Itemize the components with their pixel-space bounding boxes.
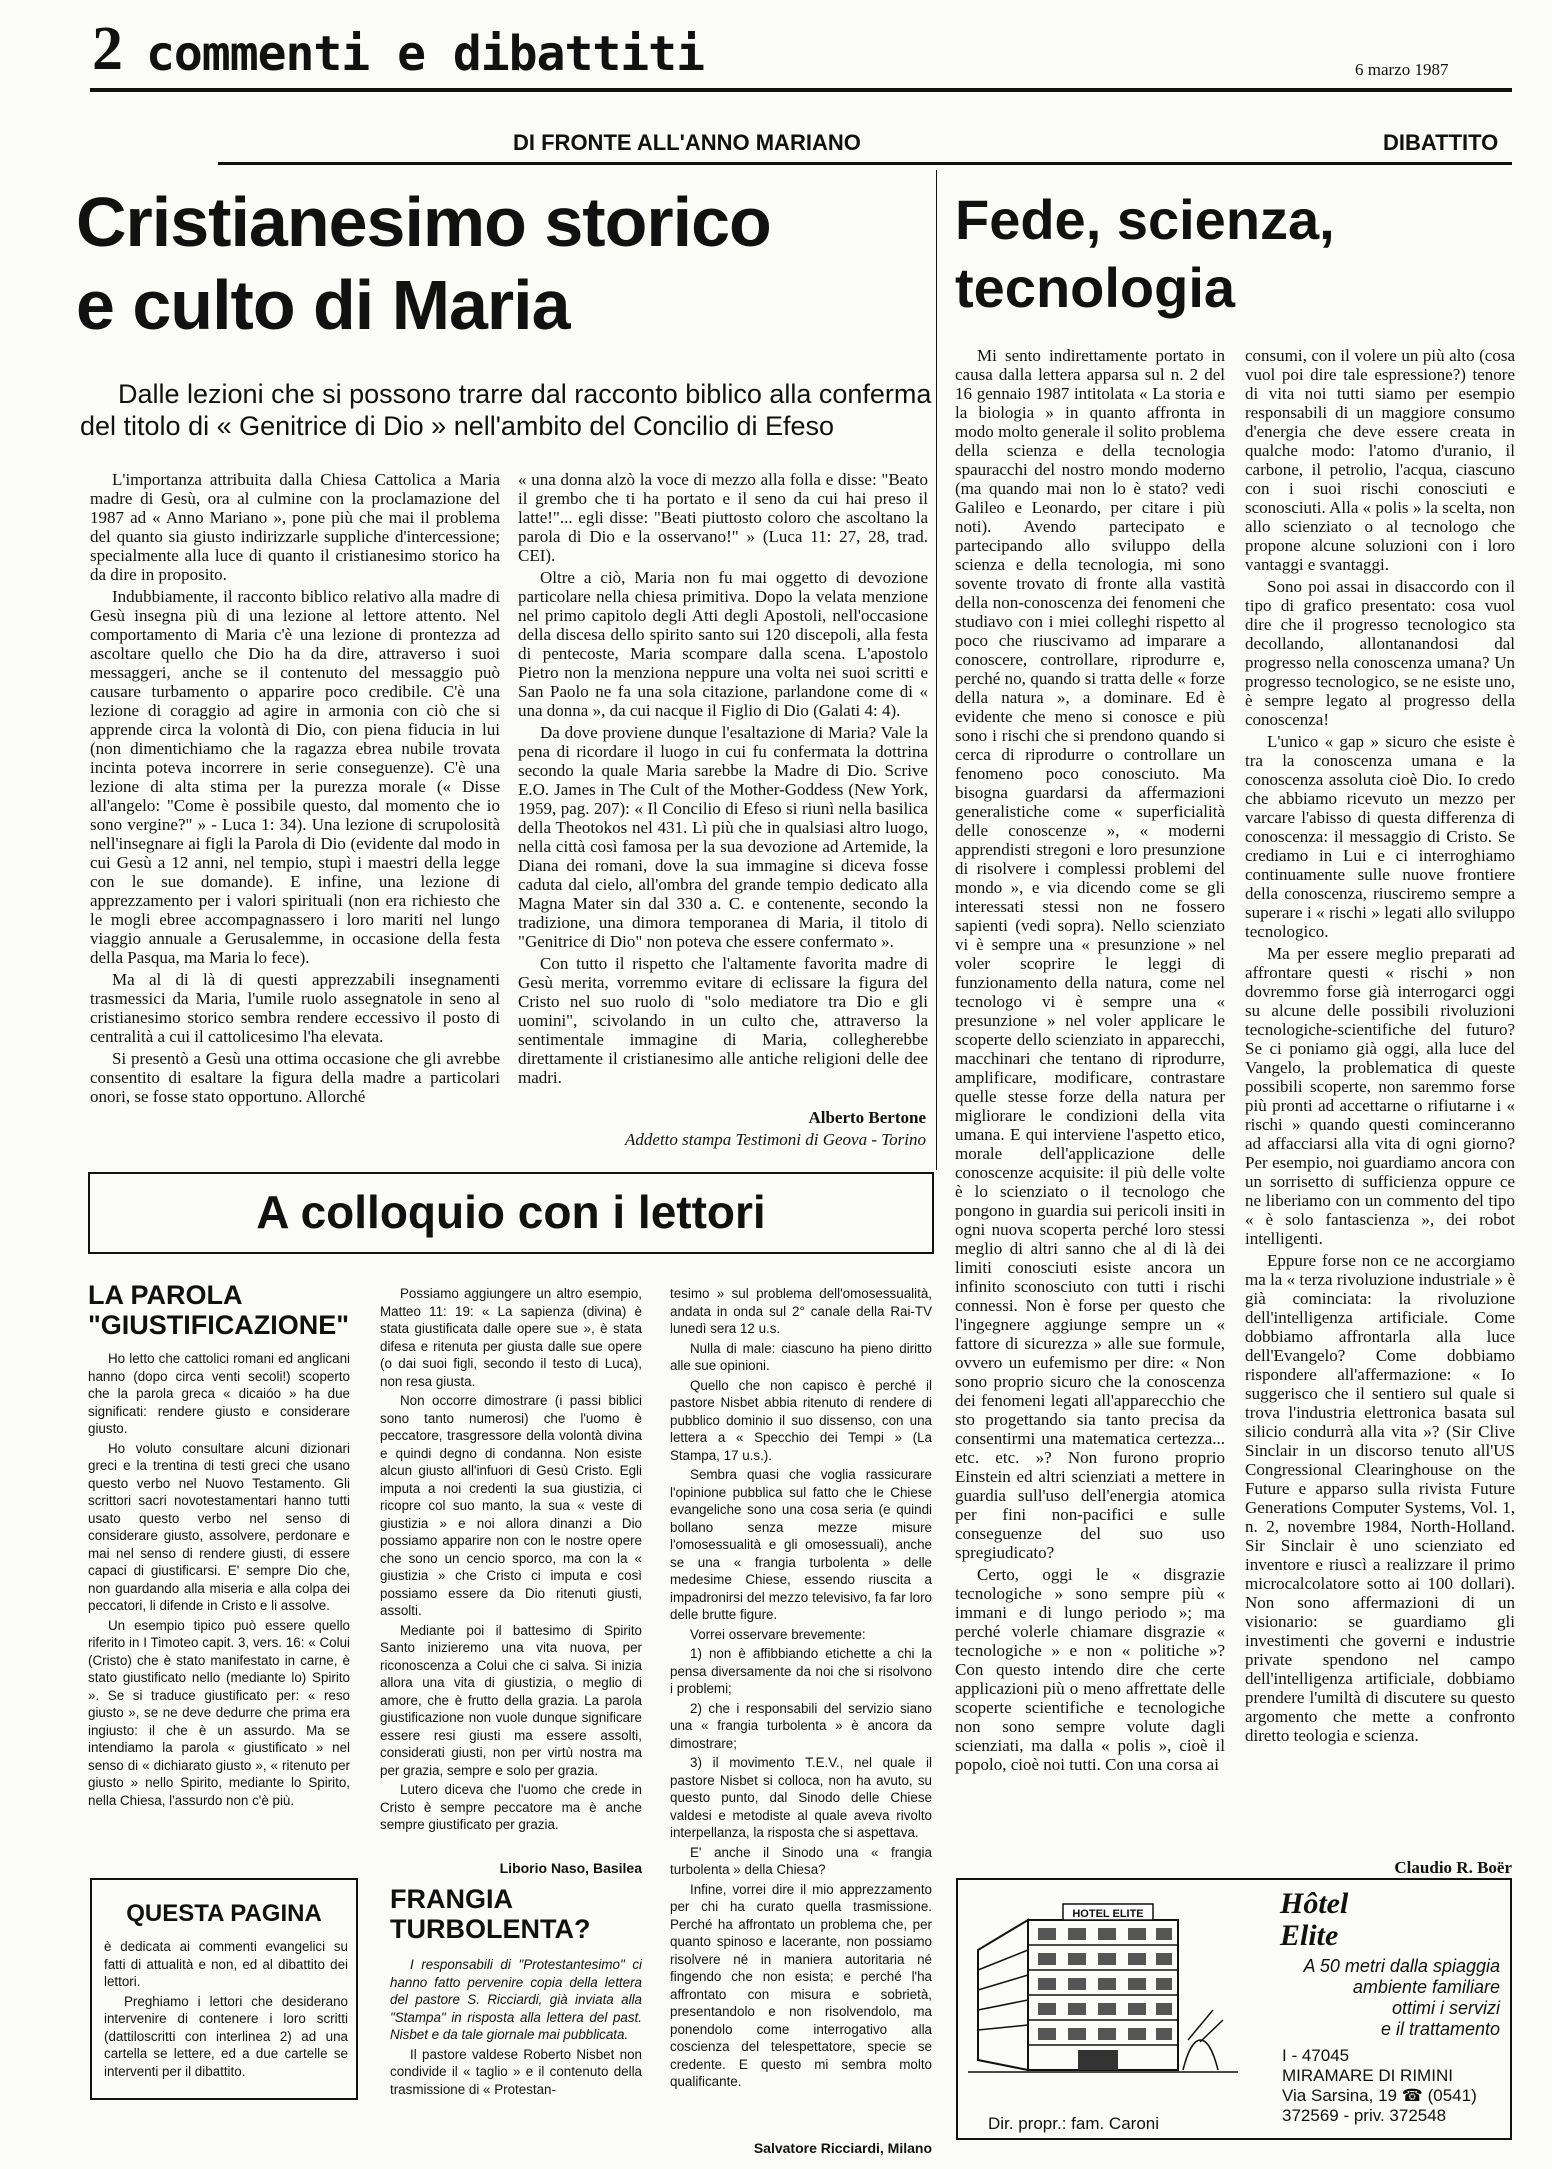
hotel-name-line2: Elite <box>1280 1919 1339 1952</box>
hotel-owner: Dir. propr.: fam. Caroni <box>988 2114 1160 2133</box>
colloquio-col2-p1: Possiamo aggiungere un altro esempio, Matteo 11: 19: « La sapienza (divina) è stata giustificata dalle opere sue », è stata difesa e ritenuta per giusta dalle sue opere (o dai suoi figli, secondo il testo di Luca), non resa giusta. <box>380 1286 642 1389</box>
hotel-tag-1: A 50 metri dalla spiaggia <box>1303 1956 1500 1976</box>
article1-author: Alberto Bertone <box>808 1108 926 1127</box>
colloquio-col3-author: Salvatore Ricciardi, Milano <box>753 2140 932 2156</box>
colloquio-col3-p1: tesimo » sul problema dell'omosessualità, andata in onda sul 2° canale della Rai-TV lunedì sera 12 u.s. <box>670 1286 932 1336</box>
issue-date: 6 marzo 1987 <box>1355 60 1449 79</box>
colloquio-title-line2: "GIUSTIFICAZIONE" <box>88 1310 350 1340</box>
article1-subtitle-line2: del titolo di « Genitrice di Dio » nell'ambito del Concilio di Efeso <box>80 411 835 441</box>
colloquio-title-line1: LA PAROLA <box>88 1280 243 1310</box>
colloquio-col1 <box>88 1350 350 1811</box>
hotel-name-line1: Hôtel <box>1280 1887 1349 1920</box>
hotel-city: MIRAMARE DI RIMINI <box>1282 2066 1453 2085</box>
article2-col2-p5: Eppure forse non ce ne accorgiamo ma la « terza rivoluzione industriale » è già cominciata: la rivoluzione dell'intelligenza artificiale. Come dobbiamo affrontarla alla luce dell'Evangelo? Come dobbiamo rispondere all'affermazione: « Io suggerisco che il sentiero sul quale si trova l'industria elettronica basata sul silicio condurrà alla vita »? (Sir Clive Sinclair in un discorso tenuto all'US Congressional Clearinghouse on the Future e apparso sulla rivista Future Generations Computer Systems, Vol. 1, n. 2, novembre 1984, North-Holland. Sir Sinclair è uno scienziato ed inventore e riuscì a realizzare il primo microcalcolatore sotto ai 100 dollari). Non sono affermazioni di un visionario: se guardiamo gli investimenti che governi e industrie private spendono nel campo dell'intelligenza artificiale, dobbiamo prendere l'umiltà di discutere su questo argomento che mette a confronto diretto teologia e scienza. <box>1245 1251 1515 1745</box>
hotel-tag-2: ambiente familiare <box>1352 1977 1500 1997</box>
frangia-title-line1: FRANGIA <box>390 1884 513 1914</box>
masthead-rule <box>90 88 1512 92</box>
kicker-right: DIBATTITO <box>1383 130 1499 155</box>
hotel-postcode: I - 47045 <box>1282 2046 1350 2065</box>
frangia-intro: I responsabili di "Protestantesimo" ci hanno fatto pervenire copia della lettera del pastore S. Ricciardi, già inviata alla "Stampa" in risposta alla lettera del past. Nisbet e da tale giornale mai pubblicata. <box>390 1957 642 2042</box>
colloquio-col2-p3: Mediante poi il battesimo di Spirito Santo inizieremo una vita nuova, per riconoscenza a Colui che ci salva. Si inizia allora una vita di giustizia, o meglio di amore, che è frutto della grazia. La parola giustificazione non vuole dunque significare essere resi giusti ma essere assolti, considerati giusti, non per virtù nostra ma per grazia, sempre e solo per grazia. <box>380 1622 642 1778</box>
colloquio-col2-author: Liborio Naso, Basilea <box>499 1860 642 1876</box>
article1-col1-p2: Indubbiamente, il racconto biblico relativo alla madre di Gesù insegna più di una lezione al lettore attento. Nel comportamento di Maria c'è una lezione di prontezza ad ascoltare quello che Dio ha da dire, attraverso i suoi messaggeri, anche se il contenuto del messaggio può causare turbamento o apparire poco credibile. C'è una lezione di coraggio ad agire in armonia con ciò che si apprende circa la volontà di Dio, con piena fiducia in lui (non dimentichiamo che la ragazza ebrea nubile trovata incinta poteva incorrere in serie conseguenze). C'è una lezione di alta stima per la purezza morale (« Disse all'angelo: "Come è possibile questo, dal momento che io sono vergine?" » - Luca 1: 34). Una lezione di scrupolosità nell'insegnare ai figli la Parola di Dio (evidente dal modo in cui Gesù a 12 anni, nel tempio, stupì i maestri della legge con le sue domande). E infine, una lezione di apprezzamento per i valori spirituali (non era richiesto che le mogli ebree accompagnassero i loro mariti nel lungo viaggio annuale a Gerusalemme, in occasione della festa della Pasqua, ma Maria lo fece). <box>90 587 500 967</box>
article2-col1 <box>955 346 1225 1777</box>
article1-col1-p3: Ma al di là di questi apprezzabili insegnamenti trasmessici da Maria, l'umile ruolo assegnatole in seno al cristianesimo storico sembra rendere eccessivo il posto di centralità a cui il cattolicesimo l'ha elevata. <box>90 970 500 1046</box>
frangia-body: Il pastore valdese Roberto Nisbet non condivide il « taglio » e il contenuto della trasmissione di « Protestan- <box>390 2046 642 2097</box>
hotel-tagline <box>1250 1956 1500 2040</box>
hotel-tag-4: e il trattamento <box>1380 2019 1500 2039</box>
column-divider <box>936 170 937 1170</box>
article2-title-line2: tecnologia <box>955 256 1236 319</box>
article1-col1 <box>90 470 500 1109</box>
colloquio-col3-p6: 1) non è affibbiando etichette a chi la pensa diversamente da noi che si risolvono i problemi; <box>670 1646 932 1696</box>
kicker-left: DI FRONTE ALL'ANNO MARIANO <box>513 130 861 155</box>
article1-author-role: Addetto stampa Testimoni di Geova - Torino <box>625 1130 926 1149</box>
frangia-title-line2: TURBOLENTA? <box>390 1914 591 1944</box>
colloquio-col3-p9: E' anche il Sinodo una « frangia turbolenta » della Chiesa? <box>670 1844 932 1877</box>
questa-pagina-title: QUESTA PAGINA <box>126 1900 322 1927</box>
page-number: 2 <box>92 15 123 83</box>
article2-col2-p2: Sono poi assai in disaccordo con il tipo di grafico presentato: cosa vuol dire che il progresso tecnologico sta decollando, allontanandosi dal progresso nella conoscenza umana? Un progresso tecnologico, se ne esiste uno, è sempre legato al progresso della conoscenza! <box>1245 577 1515 729</box>
article1-col2-p1: « una donna alzò la voce di mezzo alla folla e disse: "Beato il grembo che ti ha portato e il seno da cui hai preso il latte!"... egli disse: "Beati piuttosto coloro che ascoltano la parola di Dio e la osservano!" » (Luca 11: 27, 28, trad. CEI). <box>518 470 928 565</box>
article1-title-line1: Cristianesimo storico <box>76 183 771 261</box>
colloquio-col2-p4: Lutero diceva che l'uomo che crede in Cristo è sempre peccatore ma è anche sempre giustificato per grazia. <box>380 1782 642 1832</box>
article1-col2 <box>518 470 928 1090</box>
questa-pagina-p1: è dedicata ai commenti evangelici su fatti di attualità e non, ed al dibattito dei lettori. <box>104 1939 348 1989</box>
colloquio-col2-p2: Non occorre dimostrare (i passi biblici sono tanto numerosi) che l'uomo è peccatore, trasgressore della volontà divina e quindi degno di condanna. Non esiste alcun giusto all'infuori di Gesù Cristo. Egli imputa a noi credenti la sua giustizia, ci ricopre col suo manto, la sua « veste di giustizia » e noi allora dinanzi a Dio possiamo apparire non con le nostre opere che sono un cencio sporco, ma con la « giustizia » che Cristo ci imputa e così possiamo essere da Dio ritenuti giusti, assolti. <box>380 1393 642 1618</box>
frangia-text <box>390 1956 642 2100</box>
article2-col2-p4: Ma per essere meglio preparati ad affrontare questi « rischi » non dovremmo forse già interrogarci oggi su alcune delle possibili rivoluzioni tecnologiche-scientifiche del futuro? Se ci poniamo già oggi, alla luce del Vangelo, la problematica di queste possibili scoperte, non saremmo forse più pronti ad accettarne o rifiutarne i « rischi » quando questi cominceranno ad affacciarsi alla vita di ogni giorno? Per esempio, noi guardiamo ancora con un sorrisetto di sufficienza oppure ce ne liberiamo con un commento del tipo « è solo fantascienza », dei robot intelligenti. <box>1245 944 1515 1248</box>
article2-col2-p3: L'unico « gap » sicuro che esiste è tra la conoscenza umana e la conoscenza assoluta cioè Dio. Io credo che abbiamo ricevuto un mezzo per varcare l'abisso di questa differenza di conoscenza: il messaggio di Cristo. Se crediamo in Lui e ci interroghiamo continuamente sulle nuove frontiere della conoscenza, riusciremo sempre a superare i « rischi » legati allo sviluppo tecnologico. <box>1245 732 1515 941</box>
colloquio-col2 <box>380 1285 642 1836</box>
article1-title-line2: e culto di Maria <box>76 266 570 344</box>
colloquio-col3 <box>670 1285 932 2093</box>
colloquio-col3-p5: Vorrei osservare brevemente: <box>690 1626 866 1642</box>
colloquio-banner: A colloquio con i lettori <box>256 1186 766 1238</box>
colloquio-col1-p2: Ho voluto consultare alcuni dizionari greci e la trentina di testi greci che usano questo verbo nel Nuovo Testamento. Gli scrittori sacri novotestamentari hanno tutti usato questo verbo nel senso di considerare giusto, assolvere, perdonare e mai nel senso di rendere giusti, di essere capaci di giustificarsi. E' sempre Dio che, non guardando alla miseria e alla colpa dei peccatori, li difende in Cristo e li assolve. <box>88 1440 350 1613</box>
colloquio-col3-p7: 2) che i responsabili del servizio siano una « frangia turbolenta » è ancora da dimostrare; <box>670 1700 932 1751</box>
article2-col1-p2: Certo, oggi le « disgrazie tecnologiche » sono sempre più « immani e di lungo periodo »; ma perché volerle chiamare disgrazie « tecnologiche » e non « politiche »? Con questo intendo dire che certe applicazioni più o meno affrettate delle scoperte scientifiche e tecnologiche non sono sempre volute dagli scienziati, ma dalla « polis », cioè il popolo, cioè noi tutti. Con una corsa ai <box>955 1565 1225 1774</box>
article2-col1-p1: Mi sento indirettamente portato in causa dalla lettera apparsa sul n. 2 del 16 gennaio 1987 intitolata « La storia e la biologia » in quanto affronta in modo molto generale il solito problema della scienza e della tecnologia spauracchi del nostro mondo moderno (ma quando mai non lo è stato? vedi Galileo e Leonardo, per citare i più noti). Avendo partecipato e partecipando allo sviluppo della scienza e della tecnologia, mi sono sovente trovato di fronte alla vastità della non-conoscenza dei fenomeni che studiavo con i miei colleghi rispetto al poco che riuscivamo ad imparare a conoscere, controllare, riprodurre e, perché no, quando si tratta delle « forze della natura », a dominare. Ed è evidente che meno si conosce e più sono i rischi che si prendono quando si cerca di riprodurre o controllare un fenomeno poco conosciuto. Ma bisogna guardarsi da affermazioni generalistiche come « superficialità delle conoscenze », « moderni apprendisti stregoni e loro presunzione di risolvere i complessi problemi del mondo », e via dicendo come se gli interessati stessi non ne fossero sapienti (vedi sopra). Nello scienziato vi è sempre una « presunzione » nel voler scoprire le leggi di funzionamento della natura, come nel tecnologo vi è sempre una « presunzione » nel voler applicare le scoperte dello scienziato in apparecchi, macchinari che tentano di riprodurre, amplificare, modificare, contrastare quelle stesse forze della natura per migliorare le condizioni della vita umana. E qui interviene l'aspetto etico, morale dell'applicazione delle conoscenze acquisite: il più delle volte è lo scienziato o il tecnologo che pongono in guardia sui pericoli insiti in ogni nuova scoperta perché loro stessi meglio di altri sanno che al di là dei limiti conosciuti esiste ancora un infinito sconosciuto con tutti i rischi connessi. Non è forse per questo che l'ingegnere aggiunge sempre un « fattore di sicurezza » alle sue formule, ovvero un eufemismo per dire: « Non sono proprio sicuro che la conoscenza dei fenomeni legati all'apparecchio che sto progettando sia tanto precisa da consentirmi una matematica certezza... etc. etc. »? Non furono proprio Einstein ed altri scienziati a mettere in guardia sull'uso dell'energia atomica per fini non-pacifici e sulle conseguenze del suo uso spregiudicato? <box>955 346 1225 1562</box>
kicker-rule <box>218 162 1512 165</box>
hotel-phones: 372569 - priv. 372548 <box>1282 2106 1447 2125</box>
article2-col2 <box>1245 346 1515 1748</box>
colloquio-col3-p8: 3) il movimento T.E.V., nel quale il pastore Nisbet si colloca, non ha avuto, su questo punto, dal Sinodo delle Chiese valdesi e metodiste al quale aveva rivolto interpellanza, la risposta che si aspettava. <box>670 1755 932 1840</box>
article1-col1-p4: Si presentò a Gesù una ottima occasione che gli avrebbe consentito di esaltare la figura della madre a particolari onori, se fosse stato opportuno. Allorché <box>90 1049 500 1106</box>
article1-col1-p1: L'importanza attribuita dalla Chiesa Cattolica a Maria madre di Gesù, ora al culmine con la proclamazione del 1987 ad « Anno Mariano », pone più che mai il problema del quanto sia giusto indirizzarle suppliche d'intercessione; specialmente alla luce di quanto il cristianesimo storico ha da dire in proposito. <box>90 470 500 584</box>
article1-col2-p4: Con tutto il rispetto che l'altamente favorita madre di Gesù merita, vorremmo evitare di eclissare la figura del Cristo nel suo ruolo di "solo mediatore tra Dio e gli uomini", scivolando in un culto che, attraverso la sentimentale immagine di Maria, collegherebbe direttamente il cristianesimo alle antiche religioni delle dee madri. <box>518 954 928 1087</box>
colloquio-col3-p2: Nulla di male: ciascuno ha pieno diritto alle sue opinioni. <box>670 1340 932 1373</box>
hotel-sign-text: HOTEL ELITE <box>1072 1908 1144 1920</box>
article2-author: Claudio R. Boër <box>1394 1858 1512 1877</box>
hotel-building-illustration <box>968 1890 1238 2090</box>
questa-pagina-text <box>104 1938 348 2082</box>
colloquio-col1-p1: Ho letto che cattolici romani ed anglicani hanno (dopo circa venti secoli!) scoperto che la parola greca « dicaióo » ha due significati: rendere giusto e considerare giusto. <box>88 1351 350 1436</box>
colloquio-col3-p10: Infine, vorrei dire il mio apprezzamento per chi ha curato quella trasmissione. Perché ha affrontato un problema che, per quanto spinoso e lacerante, non possiamo risolvere né in maniera autoritaria né fingendo che non esista; e perché l'ha affrontato con misura e sobrietà, presentandolo e non risolvendolo, ma ponendolo come interrogativo alla coscienza del telespettatore, specie se credente. E questo mi sembra molto qualificante. <box>670 1881 932 2089</box>
article1-col2-p3: Da dove proviene dunque l'esaltazione di Maria? Vale la pena di ricordare il luogo in cui fu confermata la dottrina secondo la quale Maria sarebbe la Madre di Dio. Scrive E.O. James in The Cult of the Mother-Goddess (New York, 1959, pag. 207): « Il Concilio di Efeso si riunì nella basilica della Theotokos nel 431. Lì più che in qualsiasi altro luogo, nella città così famosa per la sua devozione ad Artemide, la Diana dei romani, dove la sua immagine si diceva fosse caduta dal cielo, all'ombra del grande tempio dedicato alla Magna Mater sin dal 330 a. C. e contenente, secondo la tradizione, una dimora temporanea di Maria, il titolo di "Genitrice di Dio" non poteva che essere confermato ». <box>518 723 928 951</box>
article2-col2-p1: consumi, con il volere un più alto (cosa vuol poi dire tale espressione?) tenore di vita noi tutti siamo per esempio responsabili di un maggiore consumo d'energia che deve essere creata in qualche modo: l'atomo d'uranio, il carbone, il petrolio, l'acqua, ciascuno con i suoi rischi conosciuti e sconosciuti. Alla « polis » la scelta, non allo scienziato o al tecnologo che propone alcune soluzioni con i loro vantaggi e svantaggi. <box>1245 346 1515 574</box>
hotel-address: Via Sarsina, 19 ☎ (0541) <box>1282 2086 1477 2105</box>
colloquio-col1-p3: Un esempio tipico può essere quello riferito in I Timoteo capit. 3, vers. 16: « Colui (Cristo) che è stato manifestato in carne, è stato giustificato nello (mediante lo) Spirito ». Se si traduce giustificato per: « reso giusto », se ne deve dedurre che prima era ingiusto: il che è un assurdo. Ma se intendiamo la parola « giustificato » nel senso di « dichiarato giusto », « ritenuto per giusto » nello Spirito, mediante lo Spirito, nella Chiesa, l'assurdo non c'è più. <box>88 1617 350 1808</box>
questa-pagina-p2: Preghiamo i lettori che desiderano intervenire di contenere i loro scritti (dattiloscritti con interlinea 2) ad una cartella se lettere, ed a due cartelle se interventi per il dibattito. <box>104 1993 348 2079</box>
colloquio-col3-p3: Quello che non capisco è perché il pastore Nisbet abbia ritenuto di rendere di pubblico dominio il suo dissenso, con una lettera a « Specchio dei Tempi » (La Stampa, 17 u.s.). <box>670 1377 932 1463</box>
article2-title-line1: Fede, scienza, <box>955 188 1335 251</box>
hotel-tag-3: ottimi i servizi <box>1391 1998 1500 2018</box>
hotel-contact <box>1282 2046 1477 2126</box>
colloquio-col3-p4: Sembra quasi che voglia rassicurare l'opinione pubblica sul fatto che le Chiese evangeliche sono una cosa seria (e quindi bollano senza mezze misure l'omosessualità e gli omosessuali), anche se una « frangia turbolenta » delle medesime Chiese, essendo riuscita a impadronirsi del mezzo televisivo, fa far loro delle brutte figure. <box>670 1467 932 1622</box>
article1-col2-p2: Oltre a ciò, Maria non fu mai oggetto di devozione particolare nella chiesa primitiva. Dopo la velata menzione nel primo capitolo degli Atti degli Apostoli, nell'occasione della discesa dello spirito santo sui 120 discepoli, alla festa di pentecoste, Maria scompare dalla scena. L'apostolo Pietro non la menziona neppure una volta nei suoi scritti e San Paolo ne fa una sola citazione, parlandone come di « una donna », da cui nacque il Figlio di Dio (Galati 4: 4). <box>518 568 928 720</box>
section-title: commenti e dibattiti <box>146 26 704 82</box>
article1-subtitle-line1: Dalle lezioni che si possono trarre dal racconto biblico alla conferma <box>118 379 932 409</box>
